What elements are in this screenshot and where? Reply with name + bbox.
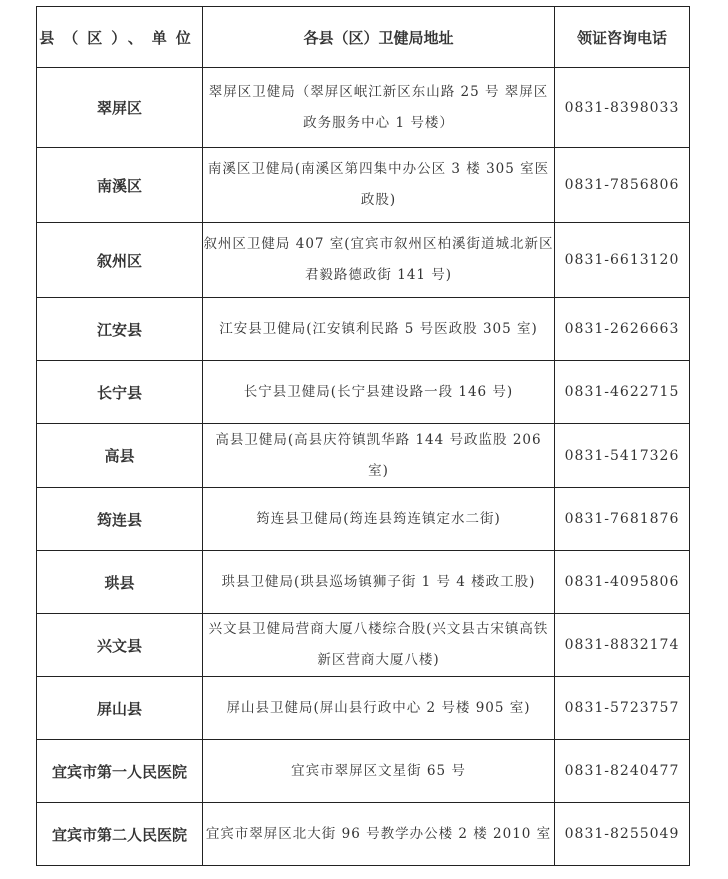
county-cell: 翠屏区 bbox=[37, 68, 203, 148]
county-cell: 长宁县 bbox=[37, 361, 203, 424]
table-header-row bbox=[37, 7, 690, 68]
table-row bbox=[37, 488, 690, 551]
address-cell: 兴文县卫健局营商大厦八楼综合股(兴文县古宋镇高铁新区营商大厦八楼) bbox=[203, 614, 555, 677]
phone-cell: 0831-4622715 bbox=[555, 361, 690, 424]
county-cell: 叙州区 bbox=[37, 223, 203, 298]
header-phone: 领证咨询电话 bbox=[555, 7, 690, 68]
county-cell: 筠连县 bbox=[37, 488, 203, 551]
county-cell: 南溪区 bbox=[37, 148, 203, 223]
table-row bbox=[37, 677, 690, 740]
phone-cell: 0831-6613120 bbox=[555, 223, 690, 298]
table-row bbox=[37, 361, 690, 424]
address-cell: 南溪区卫健局(南溪区第四集中办公区 3 楼 305 室医政股) bbox=[203, 148, 555, 223]
contact-table bbox=[36, 6, 690, 866]
table-row bbox=[37, 740, 690, 803]
table-row bbox=[37, 223, 690, 298]
county-cell: 珙县 bbox=[37, 551, 203, 614]
county-cell: 江安县 bbox=[37, 298, 203, 361]
phone-cell: 0831-4095806 bbox=[555, 551, 690, 614]
county-cell: 高县 bbox=[37, 424, 203, 488]
address-cell: 筠连县卫健局(筠连县筠连镇定水二街) bbox=[203, 488, 555, 551]
address-cell: 翠屏区卫健局（翠屏区岷江新区东山路 25 号 翠屏区政务服务中心 1 号楼） bbox=[203, 68, 555, 148]
table-row bbox=[37, 148, 690, 223]
phone-cell: 0831-8832174 bbox=[555, 614, 690, 677]
address-cell: 高县卫健局(高县庆符镇凯华路 144 号政监股 206 室) bbox=[203, 424, 555, 488]
address-cell: 屏山县卫健局(屏山县行政中心 2 号楼 905 室) bbox=[203, 677, 555, 740]
address-cell: 珙县卫健局(珙县巡场镇狮子街 1 号 4 楼政工股) bbox=[203, 551, 555, 614]
table-row bbox=[37, 803, 690, 866]
phone-cell: 0831-7681876 bbox=[555, 488, 690, 551]
phone-cell: 0831-7856806 bbox=[555, 148, 690, 223]
phone-cell: 0831-8255049 bbox=[555, 803, 690, 866]
table-row bbox=[37, 614, 690, 677]
phone-cell: 0831-5417326 bbox=[555, 424, 690, 488]
county-cell: 兴文县 bbox=[37, 614, 203, 677]
phone-cell: 0831-8240477 bbox=[555, 740, 690, 803]
county-cell: 宜宾市第二人民医院 bbox=[37, 803, 203, 866]
address-cell: 宜宾市翠屏区文星街 65 号 bbox=[203, 740, 555, 803]
phone-cell: 0831-2626663 bbox=[555, 298, 690, 361]
county-cell: 宜宾市第一人民医院 bbox=[37, 740, 203, 803]
phone-cell: 0831-8398033 bbox=[555, 68, 690, 148]
table-row bbox=[37, 298, 690, 361]
address-cell: 叙州区卫健局 407 室(宜宾市叙州区柏溪街道城北新区君毅路德政街 141 号) bbox=[203, 223, 555, 298]
header-address: 各县（区）卫健局地址 bbox=[203, 7, 555, 68]
address-cell: 长宁县卫健局(长宁县建设路一段 146 号) bbox=[203, 361, 555, 424]
county-cell: 屏山县 bbox=[37, 677, 203, 740]
address-cell: 宜宾市翠屏区北大街 96 号教学办公楼 2 楼 2010 室 bbox=[203, 803, 555, 866]
phone-cell: 0831-5723757 bbox=[555, 677, 690, 740]
address-cell: 江安县卫健局(江安镇利民路 5 号医政股 305 室) bbox=[203, 298, 555, 361]
header-county: 县（区）、单位 bbox=[37, 7, 203, 68]
table-row bbox=[37, 551, 690, 614]
table-row bbox=[37, 68, 690, 148]
table-row bbox=[37, 424, 690, 488]
